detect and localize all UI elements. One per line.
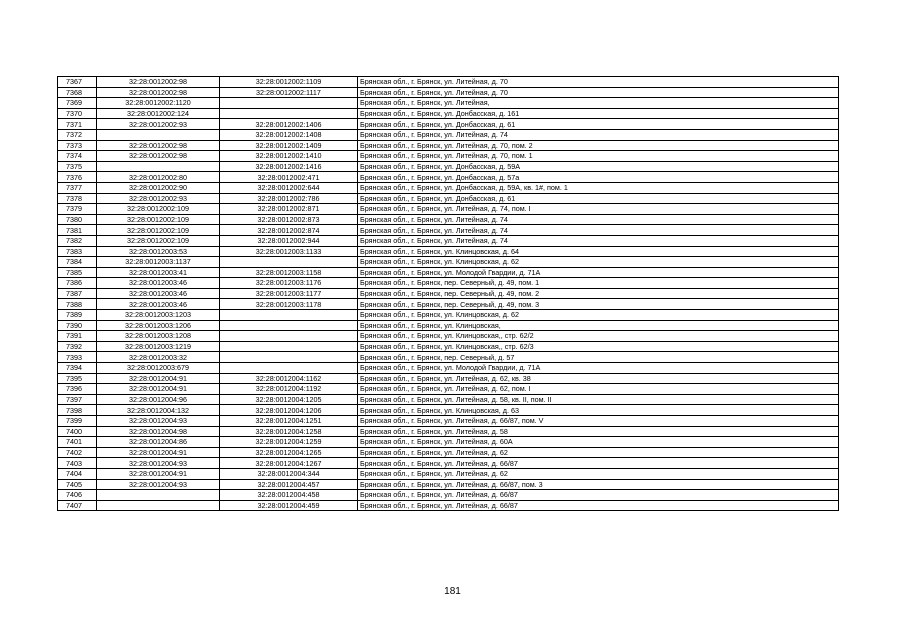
address-cell: Брянская обл., г. Брянск, ул. Молодой Гвардии, д. 71А (358, 267, 839, 278)
table-row (58, 394, 839, 405)
address-cell: Брянская обл., г. Брянск, ул. Литейная, д. 66/87 (358, 490, 839, 501)
row-number-cell: 7381 (58, 225, 97, 236)
object-number-cell (220, 363, 358, 374)
table-row (58, 172, 839, 183)
table-row (58, 458, 839, 469)
address-cell: Брянская обл., г. Брянск, ул. Литейная, д. 70 (358, 77, 839, 88)
address-cell: Брянская обл., г. Брянск, пер. Северный, д. 49, пом. 3 (358, 299, 839, 310)
row-number-cell: 7371 (58, 119, 97, 130)
object-number-cell (220, 341, 358, 352)
object-number-cell: 32:28:0012002:644 (220, 182, 358, 193)
address-cell: Брянская обл., г. Брянск, ул. Литейная, д. 70, пом. 2 (358, 140, 839, 151)
object-number-cell: 32:28:0012002:1410 (220, 151, 358, 162)
table-row (58, 151, 839, 162)
parcel-number-cell: 32:28:0012003:1219 (97, 341, 220, 352)
object-number-cell: 32:28:0012002:1117 (220, 87, 358, 98)
table-row (58, 108, 839, 119)
row-number-cell: 7385 (58, 267, 97, 278)
parcel-number-cell: 32:28:0012003:1206 (97, 320, 220, 331)
row-number-cell: 7398 (58, 405, 97, 416)
address-cell: Брянская обл., г. Брянск, ул. Литейная, д. 62 (358, 447, 839, 458)
table-row (58, 405, 839, 416)
table-row (58, 119, 839, 130)
address-cell: Брянская обл., г. Брянск, пер. Северный, д. 49, пом. 1 (358, 278, 839, 289)
row-number-cell: 7382 (58, 235, 97, 246)
parcel-number-cell: 32:28:0012003:46 (97, 299, 220, 310)
table-row (58, 77, 839, 88)
table-row (58, 161, 839, 172)
row-number-cell: 7376 (58, 172, 97, 183)
table-row (58, 363, 839, 374)
row-number-cell: 7403 (58, 458, 97, 469)
table-row (58, 288, 839, 299)
table-row (58, 479, 839, 490)
row-number-cell: 7394 (58, 363, 97, 374)
row-number-cell: 7370 (58, 108, 97, 119)
table-row (58, 87, 839, 98)
table-row (58, 193, 839, 204)
parcel-number-cell: 32:28:0012004:98 (97, 426, 220, 437)
object-number-cell: 32:28:0012002:944 (220, 235, 358, 246)
object-number-cell: 32:28:0012002:873 (220, 214, 358, 225)
row-number-cell: 7391 (58, 331, 97, 342)
object-number-cell (220, 320, 358, 331)
object-number-cell: 32:28:0012004:344 (220, 468, 358, 479)
table-row (58, 129, 839, 140)
object-number-cell: 32:28:0012004:1259 (220, 437, 358, 448)
parcel-number-cell (97, 161, 220, 172)
row-number-cell: 7406 (58, 490, 97, 501)
table-row (58, 278, 839, 289)
parcel-number-cell: 32:28:0012002:98 (97, 77, 220, 88)
object-number-cell: 32:28:0012002:1409 (220, 140, 358, 151)
table-row (58, 246, 839, 257)
address-cell: Брянская обл., г. Брянск, ул. Литейная, д. 74 (358, 225, 839, 236)
object-number-cell: 32:28:0012003:1177 (220, 288, 358, 299)
table-row (58, 426, 839, 437)
row-number-cell: 7401 (58, 437, 97, 448)
object-number-cell: 32:28:0012002:471 (220, 172, 358, 183)
object-number-cell: 32:28:0012003:1133 (220, 246, 358, 257)
object-number-cell: 32:28:0012004:458 (220, 490, 358, 501)
object-number-cell: 32:28:0012002:1408 (220, 129, 358, 140)
parcel-number-cell: 32:28:0012002:90 (97, 182, 220, 193)
object-number-cell: 32:28:0012002:871 (220, 204, 358, 215)
row-number-cell: 7384 (58, 257, 97, 268)
address-cell: Брянская обл., г. Брянск, ул. Литейная, д. 70, пом. 1 (358, 151, 839, 162)
row-number-cell: 7399 (58, 416, 97, 427)
table-row (58, 299, 839, 310)
address-cell: Брянская обл., г. Брянск, ул. Донбасская, д. 59А (358, 161, 839, 172)
table-row (58, 214, 839, 225)
object-number-cell: 32:28:0012003:1176 (220, 278, 358, 289)
parcel-number-cell: 32:28:0012004:93 (97, 458, 220, 469)
address-cell: Брянская обл., г. Брянск, ул. Литейная, д. 58, кв. II, пом. II (358, 394, 839, 405)
row-number-cell: 7404 (58, 468, 97, 479)
parcel-number-cell: 32:28:0012002:1120 (97, 98, 220, 109)
parcel-number-cell: 32:28:0012004:132 (97, 405, 220, 416)
parcel-number-cell: 32:28:0012003:41 (97, 267, 220, 278)
parcel-number-cell: 32:28:0012002:109 (97, 235, 220, 246)
parcel-number-cell: 32:28:0012002:109 (97, 214, 220, 225)
row-number-cell: 7390 (58, 320, 97, 331)
address-cell: Брянская обл., г. Брянск, ул. Литейная, (358, 98, 839, 109)
parcel-number-cell (97, 500, 220, 511)
parcel-number-cell: 32:28:0012004:91 (97, 373, 220, 384)
object-number-cell (220, 108, 358, 119)
cadastral-table (57, 76, 839, 511)
parcel-number-cell: 32:28:0012002:109 (97, 204, 220, 215)
address-cell: Брянская обл., г. Брянск, ул. Литейная, д. 74, пом. I (358, 204, 839, 215)
address-cell: Брянская обл., г. Брянск, пер. Северный, д. 57 (358, 352, 839, 363)
row-number-cell: 7397 (58, 394, 97, 405)
address-cell: Брянская обл., г. Брянск, ул. Литейная, д. 66/87 (358, 458, 839, 469)
address-cell: Брянская обл., г. Брянск, ул. Донбасская, д. 61 (358, 193, 839, 204)
parcel-number-cell: 32:28:0012002:98 (97, 140, 220, 151)
table-row (58, 416, 839, 427)
parcel-number-cell: 32:28:0012002:93 (97, 193, 220, 204)
table-row (58, 310, 839, 321)
parcel-number-cell: 32:28:0012003:46 (97, 288, 220, 299)
address-cell: Брянская обл., г. Брянск, ул. Литейная, д. 58 (358, 426, 839, 437)
row-number-cell: 7386 (58, 278, 97, 289)
row-number-cell: 7388 (58, 299, 97, 310)
object-number-cell: 32:28:0012004:1251 (220, 416, 358, 427)
address-cell: Брянская обл., г. Брянск, ул. Литейная, д. 62, пом. I (358, 384, 839, 395)
object-number-cell: 32:28:0012004:457 (220, 479, 358, 490)
parcel-number-cell: 32:28:0012003:1208 (97, 331, 220, 342)
row-number-cell: 7374 (58, 151, 97, 162)
row-number-cell: 7375 (58, 161, 97, 172)
object-number-cell: 32:28:0012004:1258 (220, 426, 358, 437)
object-number-cell (220, 310, 358, 321)
row-number-cell: 7373 (58, 140, 97, 151)
row-number-cell: 7396 (58, 384, 97, 395)
object-number-cell: 32:28:0012004:1192 (220, 384, 358, 395)
parcel-number-cell: 32:28:0012002:98 (97, 151, 220, 162)
row-number-cell: 7372 (58, 129, 97, 140)
object-number-cell (220, 98, 358, 109)
parcel-number-cell: 32:28:0012003:46 (97, 278, 220, 289)
address-cell: Брянская обл., г. Брянск, ул. Литейная, д. 66/87, пом. 3 (358, 479, 839, 490)
table-row (58, 447, 839, 458)
address-cell: Брянская обл., г. Брянск, ул. Донбасская, д. 59А, кв. 1#, пом. 1 (358, 182, 839, 193)
table-body (58, 77, 839, 511)
row-number-cell: 7402 (58, 447, 97, 458)
address-cell: Брянская обл., г. Брянск, ул. Литейная, д. 62, кв. 38 (358, 373, 839, 384)
parcel-number-cell (97, 129, 220, 140)
parcel-number-cell: 32:28:0012004:91 (97, 468, 220, 479)
address-cell: Брянская обл., г. Брянск, пер. Северный, д. 49, пом. 2 (358, 288, 839, 299)
row-number-cell: 7407 (58, 500, 97, 511)
row-number-cell: 7383 (58, 246, 97, 257)
row-number-cell: 7377 (58, 182, 97, 193)
parcel-number-cell: 32:28:0012002:80 (97, 172, 220, 183)
address-cell: Брянская обл., г. Брянск, ул. Клинцовская, (358, 320, 839, 331)
object-number-cell: 32:28:0012004:1162 (220, 373, 358, 384)
table-row (58, 204, 839, 215)
address-cell: Брянская обл., г. Брянск, ул. Клинцовская,, стр. 62/3 (358, 341, 839, 352)
object-number-cell: 32:28:0012002:874 (220, 225, 358, 236)
row-number-cell: 7380 (58, 214, 97, 225)
parcel-number-cell: 32:28:0012003:1137 (97, 257, 220, 268)
object-number-cell: 32:28:0012002:786 (220, 193, 358, 204)
row-number-cell: 7368 (58, 87, 97, 98)
row-number-cell: 7395 (58, 373, 97, 384)
object-number-cell (220, 257, 358, 268)
table-row (58, 331, 839, 342)
parcel-number-cell: 32:28:0012002:93 (97, 119, 220, 130)
parcel-number-cell: 32:28:0012004:93 (97, 479, 220, 490)
object-number-cell: 32:28:0012002:1406 (220, 119, 358, 130)
table-row (58, 225, 839, 236)
row-number-cell: 7378 (58, 193, 97, 204)
row-number-cell: 7379 (58, 204, 97, 215)
address-cell: Брянская обл., г. Брянск, ул. Литейная, д. 74 (358, 129, 839, 140)
object-number-cell: 32:28:0012004:1205 (220, 394, 358, 405)
row-number-cell: 7393 (58, 352, 97, 363)
row-number-cell: 7405 (58, 479, 97, 490)
table-row (58, 490, 839, 501)
parcel-number-cell: 32:28:0012003:53 (97, 246, 220, 257)
table-row (58, 500, 839, 511)
table-row (58, 320, 839, 331)
row-number-cell: 7369 (58, 98, 97, 109)
object-number-cell: 32:28:0012004:1267 (220, 458, 358, 469)
parcel-number-cell: 32:28:0012004:91 (97, 384, 220, 395)
object-number-cell (220, 331, 358, 342)
address-cell: Брянская обл., г. Брянск, ул. Молодой Гвардии, д. 71А (358, 363, 839, 374)
row-number-cell: 7367 (58, 77, 97, 88)
row-number-cell: 7387 (58, 288, 97, 299)
parcel-number-cell: 32:28:0012003:679 (97, 363, 220, 374)
page-number: 181 (444, 586, 461, 597)
table-row (58, 257, 839, 268)
object-number-cell: 32:28:0012004:459 (220, 500, 358, 511)
parcel-number-cell: 32:28:0012004:93 (97, 416, 220, 427)
table-row (58, 267, 839, 278)
parcel-number-cell: 32:28:0012003:1203 (97, 310, 220, 321)
address-cell: Брянская обл., г. Брянск, ул. Литейная, д. 74 (358, 214, 839, 225)
address-cell: Брянская обл., г. Брянск, ул. Клинцовская, д. 62 (358, 257, 839, 268)
table-row (58, 468, 839, 479)
address-cell: Брянская обл., г. Брянск, ул. Клинцовская, д. 63 (358, 405, 839, 416)
address-cell: Брянская обл., г. Брянск, ул. Литейная, д. 66/87 (358, 500, 839, 511)
table-row (58, 437, 839, 448)
address-cell: Брянская обл., г. Брянск, ул. Клинцовская, д. 62 (358, 310, 839, 321)
object-number-cell: 32:28:0012004:1265 (220, 447, 358, 458)
table-row (58, 341, 839, 352)
row-number-cell: 7392 (58, 341, 97, 352)
address-cell: Брянская обл., г. Брянск, ул. Клинцовская,, стр. 62/2 (358, 331, 839, 342)
object-number-cell: 32:28:0012002:1416 (220, 161, 358, 172)
table-row (58, 98, 839, 109)
table-row (58, 384, 839, 395)
parcel-number-cell: 32:28:0012002:124 (97, 108, 220, 119)
parcel-number-cell: 32:28:0012004:86 (97, 437, 220, 448)
object-number-cell: 32:28:0012003:1178 (220, 299, 358, 310)
address-cell: Брянская обл., г. Брянск, ул. Клинцовская, д. 64 (358, 246, 839, 257)
address-cell: Брянская обл., г. Брянск, ул. Литейная, д. 66/87, пом. V (358, 416, 839, 427)
parcel-number-cell: 32:28:0012002:109 (97, 225, 220, 236)
address-cell: Брянская обл., г. Брянск, ул. Донбасская, д. 161 (358, 108, 839, 119)
table-row (58, 352, 839, 363)
parcel-number-cell: 32:28:0012003:32 (97, 352, 220, 363)
parcel-number-cell (97, 490, 220, 501)
table-row (58, 235, 839, 246)
object-number-cell: 32:28:0012004:1206 (220, 405, 358, 416)
row-number-cell: 7389 (58, 310, 97, 321)
object-number-cell: 32:28:0012002:1109 (220, 77, 358, 88)
address-cell: Брянская обл., г. Брянск, ул. Литейная, д. 74 (358, 235, 839, 246)
table-row (58, 373, 839, 384)
address-cell: Брянская обл., г. Брянск, ул. Литейная, д. 60А (358, 437, 839, 448)
address-cell: Брянская обл., г. Брянск, ул. Донбасская, д. 61 (358, 119, 839, 130)
table-row (58, 140, 839, 151)
parcel-number-cell: 32:28:0012002:98 (97, 87, 220, 98)
parcel-number-cell: 32:28:0012004:96 (97, 394, 220, 405)
object-number-cell: 32:28:0012003:1158 (220, 267, 358, 278)
object-number-cell (220, 352, 358, 363)
address-cell: Брянская обл., г. Брянск, ул. Донбасская, д. 57а (358, 172, 839, 183)
address-cell: Брянская обл., г. Брянск, ул. Литейная, д. 70 (358, 87, 839, 98)
address-cell: Брянская обл., г. Брянск, ул. Литейная, д. 62 (358, 468, 839, 479)
row-number-cell: 7400 (58, 426, 97, 437)
parcel-number-cell: 32:28:0012004:91 (97, 447, 220, 458)
table-row (58, 182, 839, 193)
